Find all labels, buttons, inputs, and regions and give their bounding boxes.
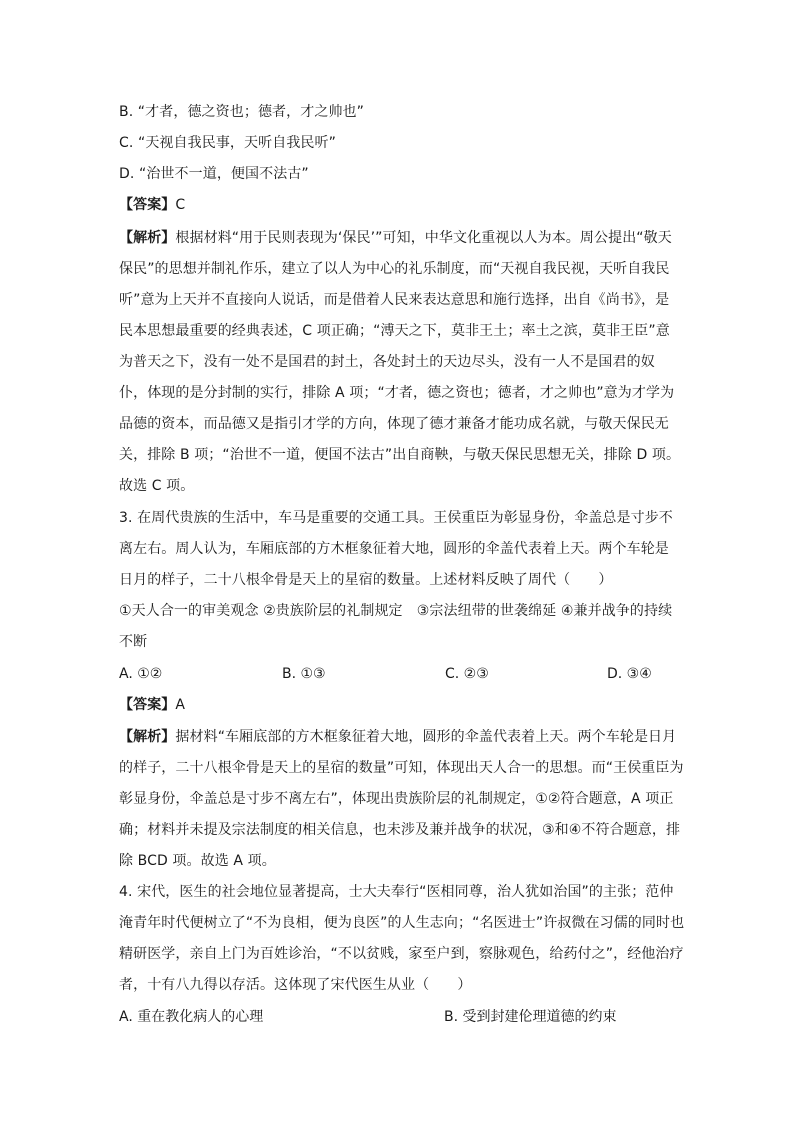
analysis-label: 【解析】 bbox=[119, 230, 176, 246]
answer-label: 【答案】 bbox=[119, 697, 176, 713]
analysis-label: 【解析】 bbox=[119, 729, 176, 745]
q3-option-d: D. ③④ bbox=[607, 666, 652, 682]
q4-stem-line: 精研医学，亲自上门为百姓诊治，“不以贫贱，家至户到，察脉观色，给药付之”，经他治疗 bbox=[119, 946, 684, 962]
q4-stem-line: 4. 宋代，医生的社会地位显著提高，士大夫奉行“医相同尊，治人犹如治国”的主张；范仲 bbox=[119, 884, 674, 900]
q3-stem-line: 离左右。周人认为，车厢底部的方木框象征着大地，圆形的伞盖代表着上天。两个车轮是 bbox=[119, 541, 669, 557]
q3-analysis-line: 确；材料并未提及宗法制度的相关信息，也未涉及兼并战争的状况，③和④不符合题意，排 bbox=[119, 822, 681, 838]
answer-label: 【答案】 bbox=[119, 197, 176, 213]
q4-option-a: A. 重在教化病人的心理 bbox=[119, 1009, 264, 1025]
analysis-text: 据材料“车厢底部的方木框象征着大地，圆形的伞盖代表着上天。两个车轮是日月 bbox=[175, 729, 677, 745]
q2-option-b: B. “才者，德之资也；德者，才之帅也” bbox=[119, 104, 365, 120]
q3-analysis-line: 的样子，二十八根伞骨是天上的星宿的数量”可知，体现出天人合一的思想。而“王侯重臣为 bbox=[119, 760, 684, 776]
q3-analysis-line: 除 BCD 项。故选 A 项。 bbox=[119, 853, 276, 869]
q3-option-a: A. ①② bbox=[119, 666, 163, 682]
q2-analysis-line bbox=[119, 228, 679, 248]
analysis-text: 根据材料“用于民则表现为‘保民’”可知，中华文化重视以人为本。周公提出“敬天 bbox=[175, 230, 672, 246]
q2-analysis-line: 民本思想最重要的经典表述，C 项正确；“溥天之下，莫非王土；率土之滨，莫非王臣”意 bbox=[119, 323, 670, 339]
q2-analysis-line: 听”意为上天并不直接向人说话，而是借着人民来表达意思和施行选择，出自《尚书》，是 bbox=[119, 292, 670, 308]
q2-analysis-line: 品德的资本，而品德又是指引才学的方向，体现了德才兼备才能功成名就，与敬天保民无 bbox=[119, 416, 669, 432]
q3-analysis-line: 彰显身份，伞盖总是寸步不离左右”，体现出贵族阶层的礼制规定，①②符合题意，A 项正 bbox=[119, 791, 674, 807]
q2-answer bbox=[119, 195, 679, 215]
q2-option-c: C. “天视自我民事，天听自我民听” bbox=[119, 135, 336, 151]
q3-statements-line: ①天人合一的审美观念 ②贵族阶层的礼制规定 ③宗法纽带的世袭绵延 ④兼并战争的持续 bbox=[119, 603, 673, 619]
q2-analysis-line: 故选 C 项。 bbox=[119, 478, 195, 494]
q2-option-d: D. “治世不一道，便国不法古” bbox=[119, 166, 309, 182]
q3-statements-line: 不断 bbox=[119, 634, 148, 650]
q3-option-c: C. ②③ bbox=[445, 666, 489, 682]
q3-stem-line: 3. 在周代贵族的生活中，车马是重要的交通工具。王侯重臣为彰显身份，伞盖总是寸步不 bbox=[119, 510, 673, 526]
q4-stem-line: 者，十有八九得以存活。这体现了宋代医生从业（ ） bbox=[119, 977, 472, 993]
answer-value: C bbox=[175, 197, 186, 213]
q3-option-b: B. ①③ bbox=[282, 666, 326, 682]
q4-option-b: B. 受到封建伦理道德的约束 bbox=[444, 1009, 617, 1025]
q2-analysis-line: 为普天之下，没有一处不是国君的封土，各处封土的天边尽头，没有一人不是国君的奴 bbox=[119, 354, 655, 370]
q2-analysis-line: 仆，体现的是分封制的实行，排除 A 项；“才者，德之资也；德者，才之帅也”意为才学为 bbox=[119, 385, 675, 401]
q3-answer bbox=[119, 695, 679, 715]
q2-analysis-line: 保民”的思想并制礼作乐，建立了以人为中心的礼乐制度，而“天视自我民视，天听自我民 bbox=[119, 261, 670, 277]
q3-stem-line: 日月的样子，二十八根伞骨是天上的星宿的数量。上述材料反映了周代（ ） bbox=[119, 572, 613, 588]
answer-value: A bbox=[175, 697, 186, 713]
q3-analysis-line bbox=[119, 727, 679, 747]
q2-analysis-line: 关，排除 B 项；“治世不一道，便国不法古”出自商鞅，与敬天保民思想无关，排除 D 项。 bbox=[119, 447, 681, 463]
q4-stem-line: 淹青年时代便树立了“不为良相，便为良医”的人生志向；“名医进士”许叔微在习儒的同时也 bbox=[119, 915, 685, 931]
